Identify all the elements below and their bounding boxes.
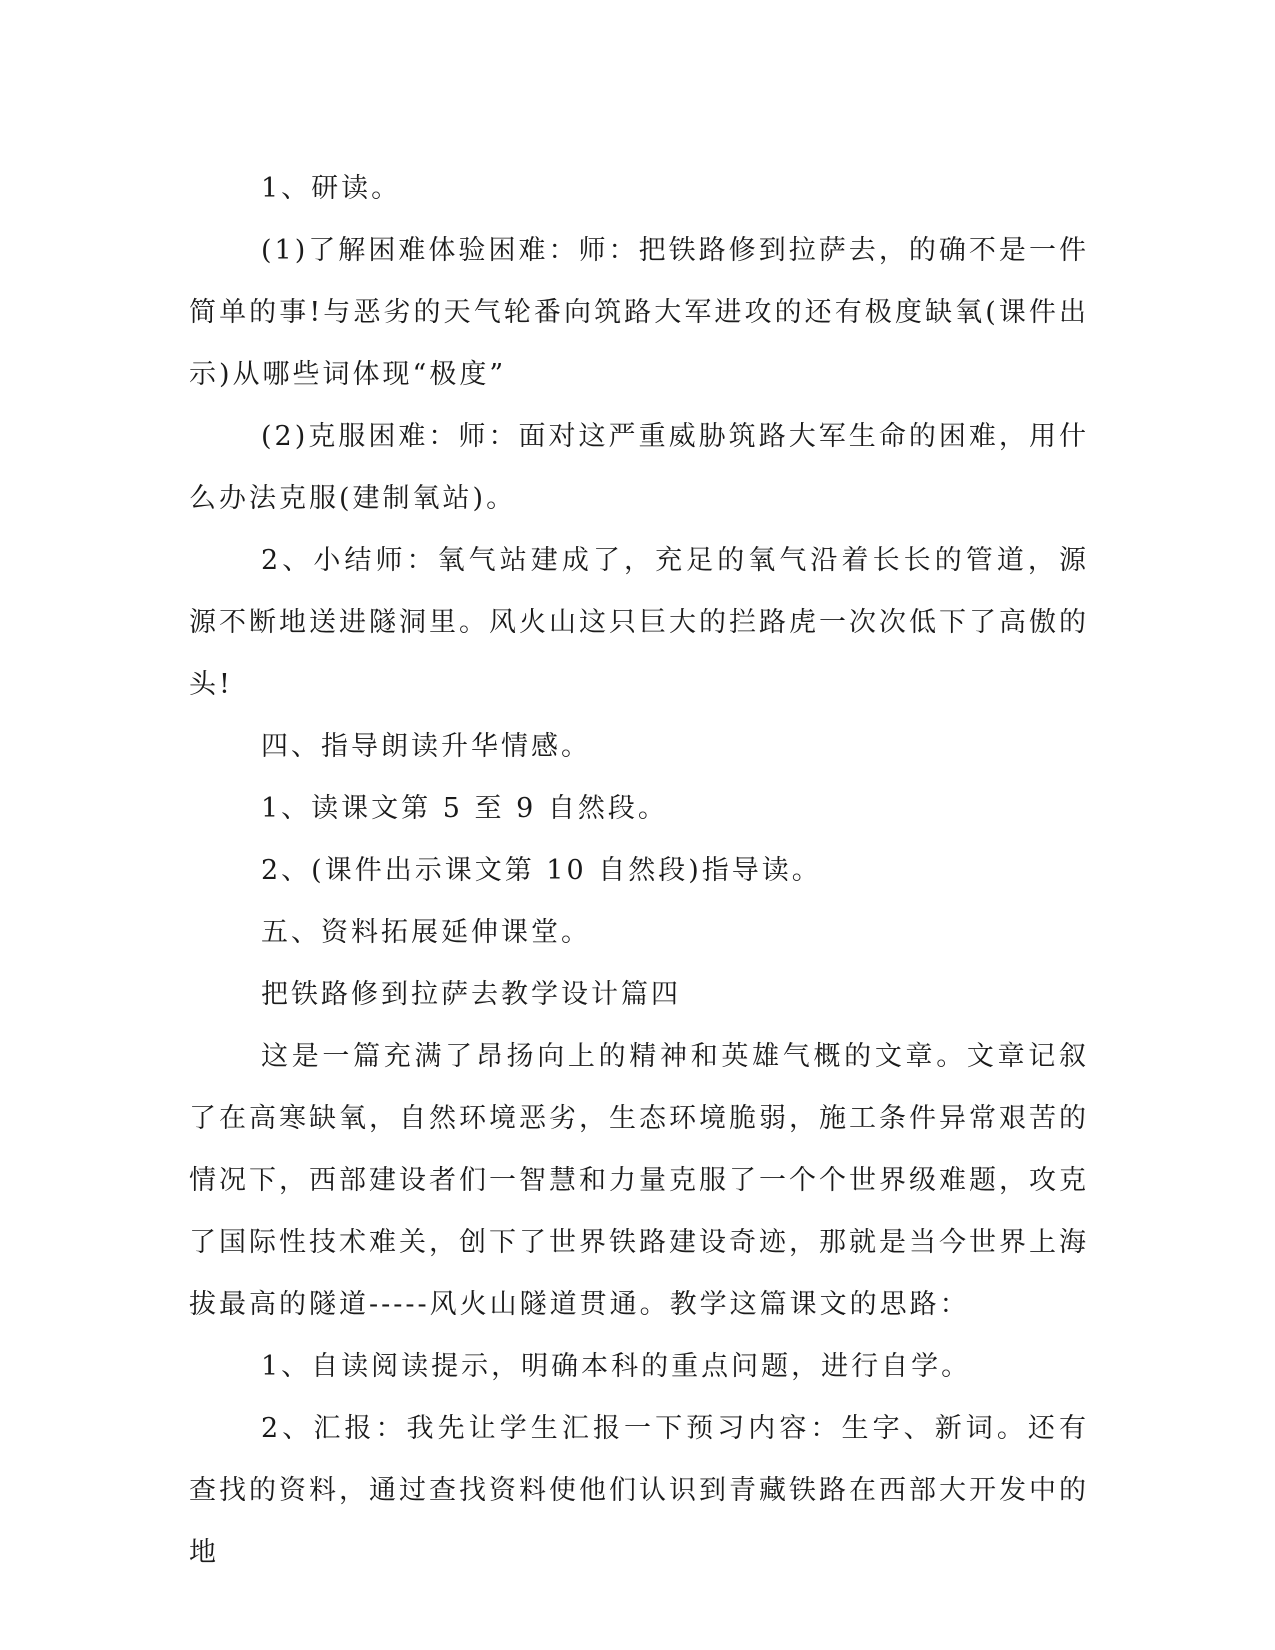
section-title-part-four: 把铁路修到拉萨去教学设计篇四 (261, 979, 681, 1010)
paragraph-understand-difficulty: (1)了解困难体验困难：师：把铁路修到拉萨去，的确不是一件简单的事!与恶劣的天气轮番向筑路大军进攻的还有极度缺氧(课件出示)从哪些词体现“极度” (189, 235, 1089, 390)
section-heading-reading: 四、指导朗读升华情感。 (261, 731, 591, 762)
document-body (189, 158, 1089, 1584)
paragraph-read-10: 2、(课件出示课文第 10 自然段)指导读。 (261, 855, 822, 886)
paragraph-study: 1、研读。 (261, 173, 402, 204)
paragraph-self-reading: 1、自读阅读提示，明确本科的重点问题，进行自学。 (261, 1351, 972, 1382)
paragraph-introduction: 这是一篇充满了昂扬向上的精神和英雄气概的文章。文章记叙了在高寒缺氧，自然环境恶劣，生态环境脆弱，施工条件异常艰苦的情况下，西部建设者们一智慧和力量克服了一个个世界级难题，攻克了国际性技术难关，创下了世界铁路建设奇迹，那就是当今世界上海拔最高的隧道-----风火山隧道贯通。教学这篇课文的思路： (189, 1041, 1089, 1320)
paragraph-report: 2、汇报：我先让学生汇报一下预习内容：生字、新词。还有查找的资料，通过查找资料使他们认识到青藏铁路在西部大开发中的地 (189, 1413, 1089, 1568)
paragraph-summary: 2、小结师：氧气站建成了，充足的氧气沿着长长的管道，源源不断地送进隧洞里。风火山这只巨大的拦路虎一次次低下了高傲的头! (189, 545, 1089, 700)
paragraph-overcome-difficulty: (2)克服困难：师：面对这严重威胁筑路大军生命的困难，用什么办法克服(建制氧站)。 (189, 421, 1089, 514)
section-heading-extension: 五、资料拓展延伸课堂。 (261, 917, 591, 948)
paragraph-read-5-9: 1、读课文第 5 至 9 自然段。 (261, 793, 668, 824)
